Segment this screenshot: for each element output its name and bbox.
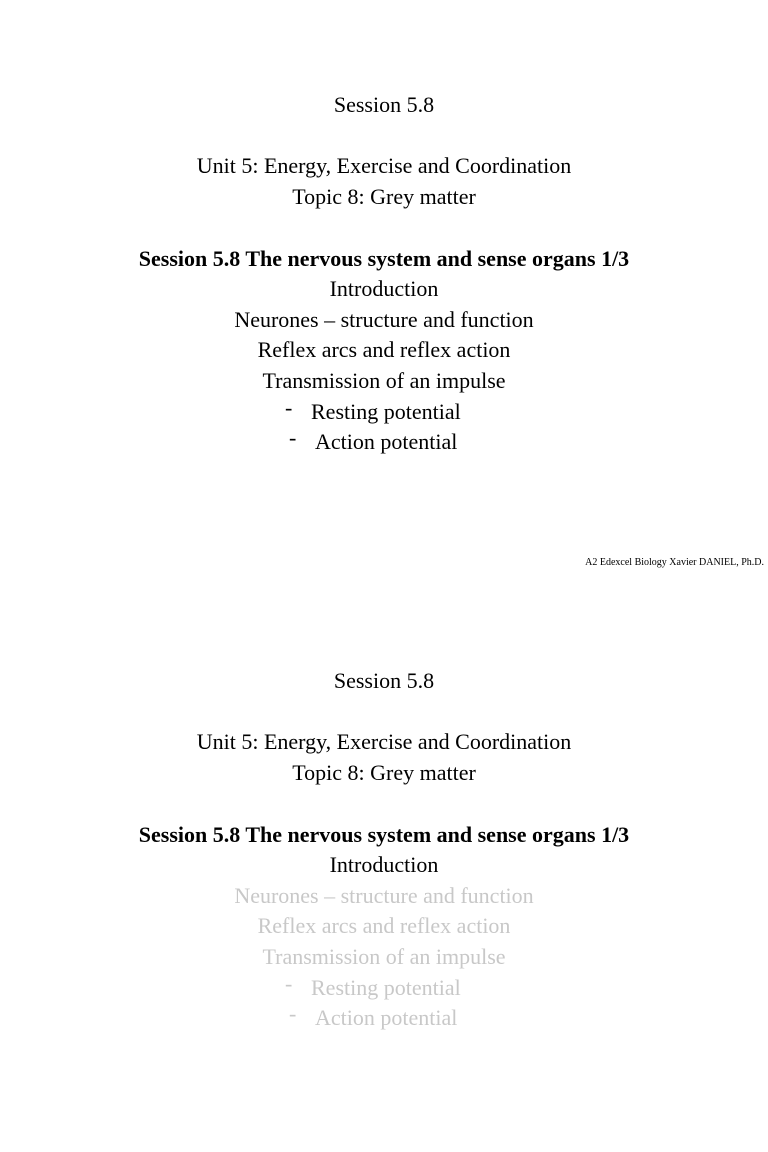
item-transmission-dimmed: Transmission of an impulse [262, 944, 506, 969]
session-title: Session 5.8 The nervous system and sense organs 1/3 [138, 246, 630, 271]
sub-item-label: Resting potential [311, 399, 461, 424]
dash-marker: - [289, 425, 297, 450]
item-introduction-highlighted: Introduction [329, 852, 439, 877]
dash-marker: - [285, 395, 293, 420]
sub-item-action-potential-dimmed [289, 1003, 457, 1033]
topic-line: Topic 8: Grey matter [292, 184, 476, 209]
sub-item-label: Action potential [315, 1005, 458, 1030]
item-neurones: Neurones – structure and function [234, 307, 534, 332]
item-neurones-dimmed: Neurones – structure and function [234, 883, 534, 908]
unit-line: Unit 5: Energy, Exercise and Coordination [196, 729, 572, 754]
item-reflex-arcs-dimmed: Reflex arcs and reflex action [257, 913, 511, 938]
session-title: Session 5.8 The nervous system and sense organs 1/3 [138, 822, 630, 847]
unit-line: Unit 5: Energy, Exercise and Coordination [196, 153, 572, 178]
item-reflex-arcs: Reflex arcs and reflex action [257, 337, 511, 362]
item-introduction: Introduction [329, 276, 439, 301]
dash-marker: - [289, 1001, 297, 1026]
session-heading: Session 5.8 [333, 668, 435, 693]
slide-2 [0, 576, 768, 1152]
footer-credit: A2 Edexcel Biology Xavier DANIEL, Ph.D. [585, 557, 764, 568]
session-heading: Session 5.8 [333, 92, 435, 117]
item-transmission: Transmission of an impulse [262, 368, 506, 393]
dash-marker: - [285, 971, 293, 996]
sub-item-label: Action potential [315, 429, 458, 454]
sub-item-action-potential [289, 427, 457, 457]
topic-line: Topic 8: Grey matter [292, 760, 476, 785]
sub-item-label: Resting potential [311, 975, 461, 1000]
